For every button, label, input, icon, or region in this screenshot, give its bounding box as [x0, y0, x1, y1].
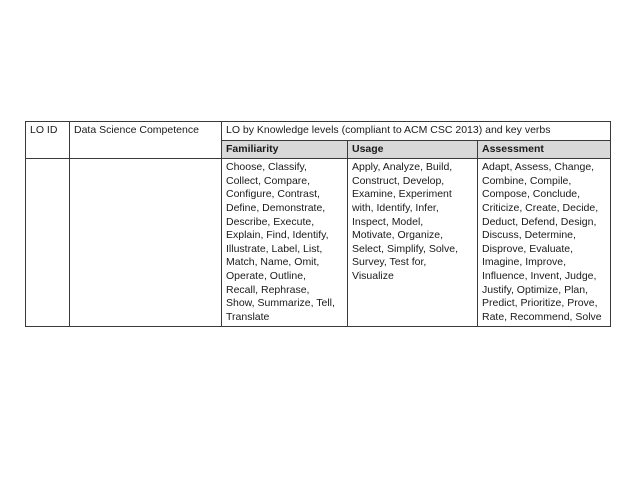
lo-id-header: LO ID	[26, 122, 70, 159]
learning-outcomes-table	[25, 121, 611, 327]
table-header-row	[26, 122, 611, 141]
usage-header: Usage	[348, 140, 478, 159]
assessment-header: Assessment	[478, 140, 611, 159]
assessment-verbs: Adapt, Assess, Change, Combine, Compile, Compose, Conclude, Criticize, Create, Decide, Deduct, Defend, Design, Discuss, Determine, Disprove, Evaluate, Imagine, Improve, Influence, Invent, Judge, Justify, Optimize, Plan, Predict, Prioritize, Prove, Rate, Recommend, Solve	[478, 159, 611, 327]
lo-id-cell	[26, 159, 70, 327]
competence-cell	[70, 159, 222, 327]
verbs-row	[26, 159, 611, 327]
familiarity-header: Familiarity	[222, 140, 348, 159]
competence-header: Data Science Competence	[70, 122, 222, 159]
usage-verbs: Apply, Analyze, Build, Construct, Develop, Examine, Experiment with, Identify, Infer, Inspect, Model, Motivate, Organize, Select, Simplify, Solve, Survey, Test for, Visualize	[348, 159, 478, 327]
knowledge-levels-header: LO by Knowledge levels (compliant to ACM CSC 2013) and key verbs	[222, 122, 611, 141]
familiarity-verbs: Choose, Classify, Collect, Compare, Configure, Contrast, Define, Demonstrate, Describe, Execute, Explain, Find, Identify, Illustrate, Label, List, Match, Name, Omit, Operate, Outline, Recall, Rephrase, Show, Summarize, Tell, Translate	[222, 159, 348, 327]
